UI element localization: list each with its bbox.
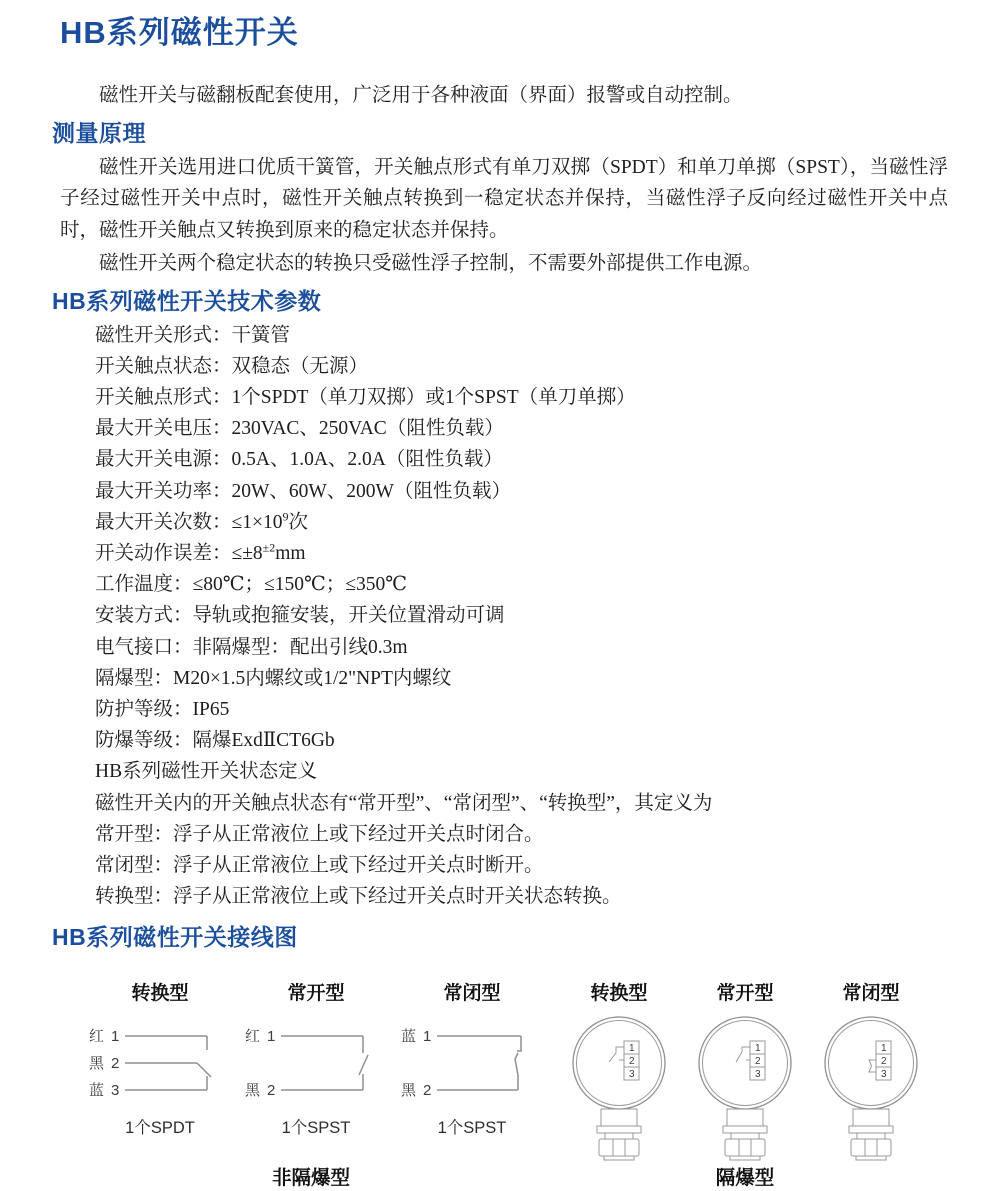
spec-line: 电气接口：非隔爆型：配出引线0.3m [95,636,408,658]
gauge-no [685,982,805,1160]
spec-line: 常闭型：浮子从正常液位上或下经过开关点时断开。 [95,854,544,876]
spdt-schematic-icon [85,1020,235,1112]
spec-list [95,320,1000,913]
wire-color-label: 红 [245,1028,261,1046]
exproof-housing-no-icon [686,1010,804,1160]
spec-line: 防爆等级：隔爆ExdⅡCT6Gb [95,730,335,752]
terminal-number: 1 [755,1043,761,1055]
section-heading-specs: HB系列磁性开关技术参数 [52,287,322,314]
wire-number: 3 [111,1082,120,1100]
spst-no-schematic-icon [241,1020,391,1112]
wire-color-label: 黑 [401,1082,417,1100]
exproof-diagrams [559,982,931,1160]
diagram-title: 常开型 [716,983,774,1005]
diagram-spdt [85,982,235,1138]
spec-line: 常开型：浮子从正常液位上或下经过开关点时闭合。 [95,823,544,845]
spec-line: 防护等级：IP65 [95,698,230,720]
diagram-title: 常开型 [287,983,345,1005]
spec-line: 开关触点形式：1个SPDT（单刀双掷）或1个SPST（单刀单掷） [95,386,636,408]
wire-number: 1 [423,1028,432,1046]
wire-color-label: 黑 [245,1082,261,1100]
spec-line: 最大开关电源：0.5A、1.0A、2.0A（阻性负载） [95,449,503,471]
wire-color-label: 蓝 [401,1028,417,1046]
exproof-caption: 隔爆型 [715,1167,775,1190]
exproof-housing-nc-icon [812,1010,930,1160]
spec-line: 最大开关次数：$\le 1\times 10^9$次 [95,509,308,533]
exproof-housing-changeover-icon [560,1010,678,1160]
terminal-number: 2 [755,1056,761,1068]
diagram-title: 常闭型 [842,983,900,1005]
diagram-title: 转换型 [131,983,189,1005]
diagram-spst-no [241,982,391,1138]
intro-paragraph: 磁性开关与磁翻板配套使用，广泛用于各种液面（界面）报警或自动控制。 [99,85,743,106]
diagram-title: 转换型 [590,983,648,1005]
principle-paragraph-1: 磁性开关选用进口优质干簧管，开关触点形式有单刀双掷（SPDT）和单刀单掷（SPST），当磁性浮子经过磁性开关中点时，磁性开关触点转换到一稳定状态并保持，当磁性浮子反向经过磁性开关中点时，磁性开关触点又转换到原来的稳定状态并保持。 [60,156,948,241]
exproof-group [559,982,931,1190]
contact-type-label: 1个SPDT [125,1119,195,1138]
wire-number: 1 [267,1028,276,1046]
terminal-number: 3 [629,1069,635,1081]
wire-number: 2 [423,1082,432,1100]
spec-line: 开关动作误差：$\le\pm 8^{\pm 2}mm$ [95,540,306,564]
spst-nc-schematic-icon [397,1020,547,1112]
terminal-number: 1 [629,1043,635,1055]
contact-type-label: 1个SPST [281,1119,351,1138]
section-heading-wiring: HB系列磁性开关接线图 [52,924,298,951]
non-exproof-caption: 非隔爆型 [271,1167,350,1190]
terminal-number: 2 [881,1056,887,1068]
spec-line: 磁性开关形式：干簧管 [95,324,291,346]
spec-line: 磁性开关内的开关触点状态有“常开型”、“常闭型”、“转换型”，其定义为 [95,792,713,814]
terminal-number: 2 [629,1056,635,1068]
wire-color-label: 黑 [89,1055,105,1073]
spec-line: 最大开关电压：230VAC、250VAC（阻性负载） [95,418,504,440]
spec-line: 安装方式：导轨或抱箍安装，开关位置滑动可调 [95,605,505,627]
diagram-title: 常闭型 [443,983,501,1005]
section-heading-principle: 测量原理 [52,119,146,146]
principle-paragraph-2: 磁性开关两个稳定状态的转换只受磁性浮子控制，不需要外部提供工作电源。 [99,253,763,274]
wire-color-label: 蓝 [89,1082,105,1100]
wire-number: 2 [267,1082,276,1100]
wire-number: 2 [111,1055,120,1073]
wiring-figure [85,982,1000,1190]
non-exproof-diagrams [85,982,537,1138]
non-exproof-group [85,982,537,1190]
page-title: HB系列磁性开关 [60,15,299,50]
datasheet-page [0,14,1000,1191]
spec-line: 最大开关功率：20W、60W、200W（阻性负载） [95,480,511,502]
terminal-number: 3 [881,1069,887,1081]
diagram-spst-nc [397,982,547,1138]
spec-line: 隔爆型：M20×1.5内螺纹或1/2"NPT内螺纹 [95,667,452,689]
spec-line: HB系列磁性开关状态定义 [95,761,318,783]
gauge-changeover [559,982,679,1160]
contact-type-label: 1个SPST [437,1119,507,1138]
spec-line: 开关触点状态：双稳态（无源） [95,355,369,377]
wire-color-label: 红 [89,1028,105,1046]
wire-number: 1 [111,1028,120,1046]
spec-line: 工作温度：≤80℃；≤150℃；≤350℃ [95,574,408,596]
spec-line: 转换型：浮子从正常液位上或下经过开关点时开关状态转换。 [95,886,622,908]
terminal-number: 1 [881,1043,887,1055]
terminal-number: 3 [755,1069,761,1081]
gauge-nc [811,982,931,1160]
